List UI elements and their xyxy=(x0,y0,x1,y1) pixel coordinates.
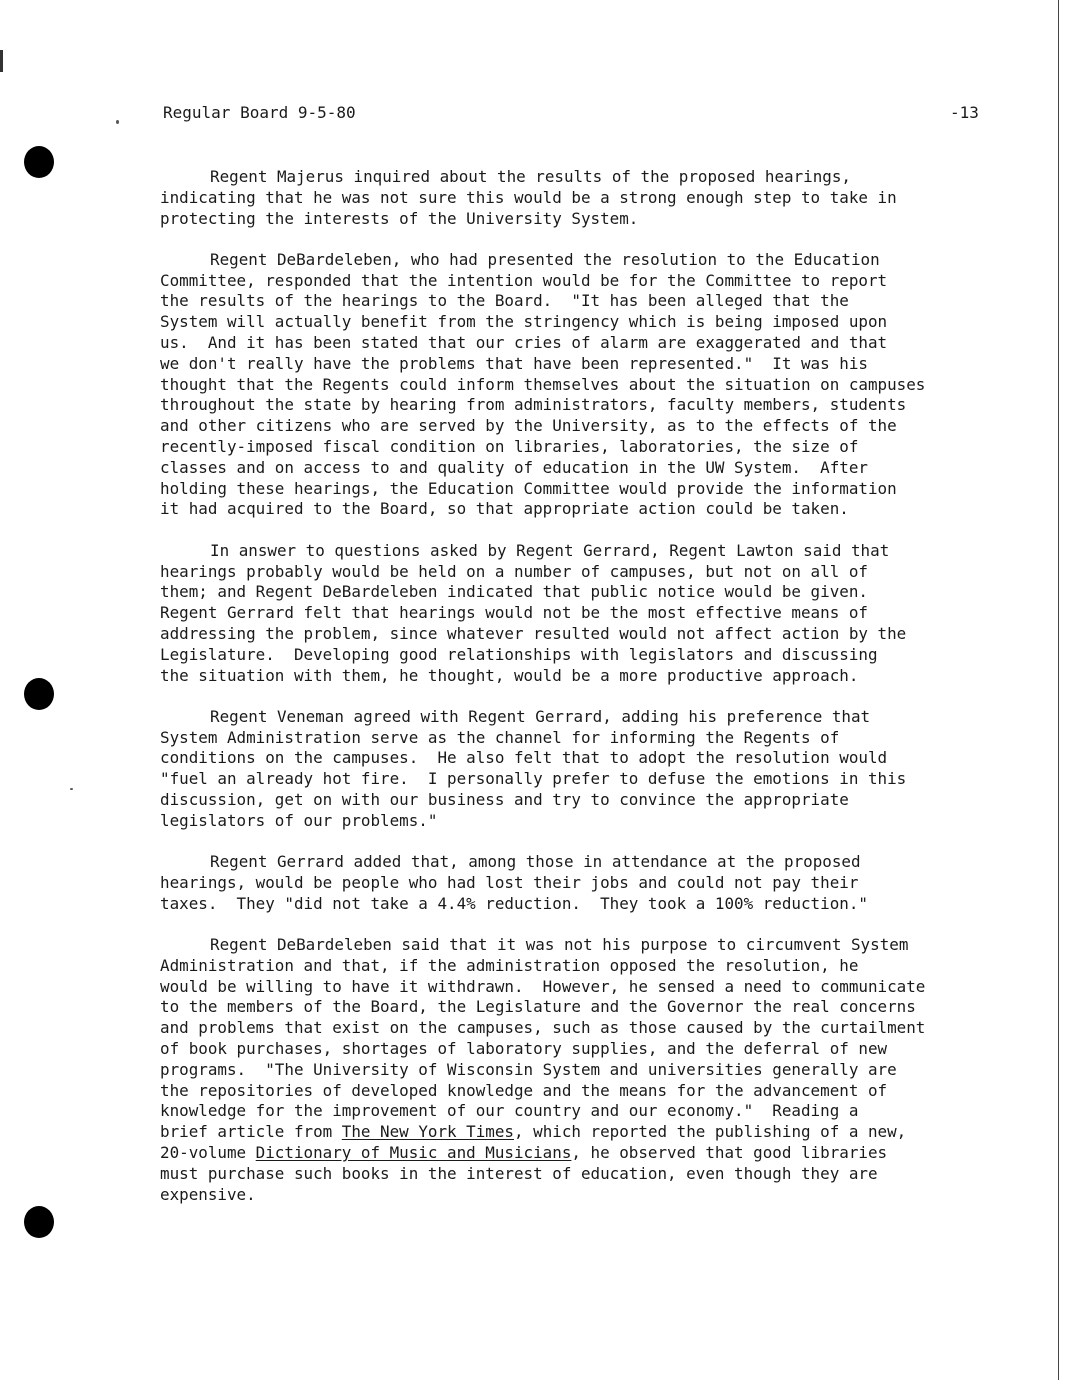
scan-speck xyxy=(116,120,119,124)
text-line: would be willing to have it withdrawn. However, he sensed a need to communicate xyxy=(160,976,926,996)
page-edge xyxy=(1058,0,1059,1380)
text-line: it had acquired to the Board, so that appropriate action could be taken. xyxy=(160,499,849,519)
paragraph-debardeleben-purpose xyxy=(160,935,1000,1205)
text-line: holding these hearings, the Education Committee would provide the information xyxy=(160,478,897,498)
page-edge-mark xyxy=(0,50,3,72)
document-header-title: Regular Board 9-5-80 xyxy=(163,103,356,122)
minutes-body xyxy=(160,167,1000,1226)
text-line: hearings, would be people who had lost their jobs and could not pay their xyxy=(160,872,859,892)
text-line: we don't really have the problems that have been represented." It was his xyxy=(160,353,868,373)
text-line: In answer to questions asked by Regent Gerrard, Regent Lawton said that xyxy=(210,540,890,560)
text-line: Legislature. Developing good relationships with legislators and discussing xyxy=(160,644,878,664)
text-line: programs. "The University of Wisconsin System and universities generally are xyxy=(160,1059,897,1079)
text-line: the results of the hearings to the Board. "It has been alleged that the xyxy=(160,291,849,311)
text-line: them; and Regent DeBardeleben indicated that public notice would be given. xyxy=(160,582,868,602)
text-line: legislators of our problems." xyxy=(160,810,438,830)
text-line: to the members of the Board, the Legislature and the Governor the real concerns xyxy=(160,997,916,1017)
text-fragment: , which reported the publishing of a new, xyxy=(514,1122,907,1142)
text-line-with-citation xyxy=(160,1143,1000,1164)
text-fragment: , he observed that good libraries xyxy=(571,1142,888,1162)
text-line: Committee, responded that the intention would be for the Committee to report xyxy=(160,270,888,290)
punch-hole-top xyxy=(24,146,54,178)
newspaper-title: The New York Times xyxy=(341,1122,514,1142)
text-line: knowledge for the improvement of our country and our economy." Reading a xyxy=(160,1101,859,1121)
text-line: the repositories of developed knowledge and the means for the advancement of xyxy=(160,1080,888,1100)
text-line: addressing the problem, since whatever resulted would not affect action by the xyxy=(160,623,907,643)
text-line-with-citation xyxy=(160,1122,1000,1143)
text-line: classes and on access to and quality of education in the UW System. After xyxy=(160,457,868,477)
text-line: Regent DeBardeleben, who had presented the resolution to the Education xyxy=(210,249,880,269)
text-line: taxes. They "did not take a 4.4% reduction. They took a 100% reduction." xyxy=(160,893,868,913)
text-line: Administration and that, if the administration opposed the resolution, he xyxy=(160,955,859,975)
text-line: System will actually benefit from the stringency which is being imposed upon xyxy=(160,312,888,332)
text-line: hearings probably would be held on a number of campuses, but not on all of xyxy=(160,561,868,581)
book-title: Dictionary of Music and Musicians xyxy=(255,1142,572,1162)
text-line: Regent DeBardeleben said that it was not his purpose to circumvent System xyxy=(210,935,909,954)
text-line: throughout the state by hearing from administrators, faculty members, students xyxy=(160,395,907,415)
text-line: Regent Majerus inquired about the results of the proposed hearings, xyxy=(210,167,851,186)
scan-speck xyxy=(70,788,73,790)
text-line: thought that the Regents could inform themselves about the situation on campuses xyxy=(160,374,926,394)
text-line: the situation with them, he thought, would be a more productive approach. xyxy=(160,665,859,685)
text-line: of book purchases, shortages of laboratory supplies, and the deferral of new xyxy=(160,1038,888,1058)
punch-hole-middle xyxy=(24,678,54,710)
text-line: System Administration serve as the channel for informing the Regents of xyxy=(160,727,840,747)
text-line: protecting the interests of the University System. xyxy=(160,208,639,228)
paragraph-veneman xyxy=(160,707,1000,832)
text-line: indicating that he was not sure this would be a strong enough step to take in xyxy=(160,187,897,207)
text-line: Regent Gerrard felt that hearings would not be the most effective means of xyxy=(160,603,868,623)
paragraph-majerus xyxy=(160,167,1000,229)
page-number: -13 xyxy=(950,103,979,122)
text-line: Regent Veneman agreed with Regent Gerrard, adding his preference that xyxy=(210,706,871,726)
text-line: recently-imposed fiscal condition on libraries, laboratories, the size of xyxy=(160,437,859,457)
text-fragment: 20-volume xyxy=(160,1142,256,1162)
paragraph-debardeleben-response xyxy=(160,250,1000,520)
text-line: and other citizens who are served by the University, as to the effects of the xyxy=(160,416,897,436)
text-line: us. And it has been stated that our cries of alarm are exaggerated and that xyxy=(160,333,888,353)
text-line: must purchase such books in the interest of education, even though they are xyxy=(160,1163,878,1183)
text-line: Regent Gerrard added that, among those in attendance at the proposed xyxy=(210,852,861,872)
text-line: discussion, get on with our business and try to convince the appropriate xyxy=(160,790,849,810)
text-line: "fuel an already hot fire. I personally prefer to defuse the emotions in this xyxy=(160,769,907,789)
text-fragment: brief article from xyxy=(160,1122,342,1142)
paragraph-gerrard-added xyxy=(160,852,1000,914)
punch-hole-bottom xyxy=(24,1206,54,1238)
text-line: expensive. xyxy=(160,1184,256,1204)
paragraph-gerrard-lawton xyxy=(160,541,1000,687)
text-line: conditions on the campuses. He also felt that to adopt the resolution would xyxy=(160,748,888,768)
text-line: and problems that exist on the campuses, such as those caused by the curtailment xyxy=(160,1018,926,1038)
